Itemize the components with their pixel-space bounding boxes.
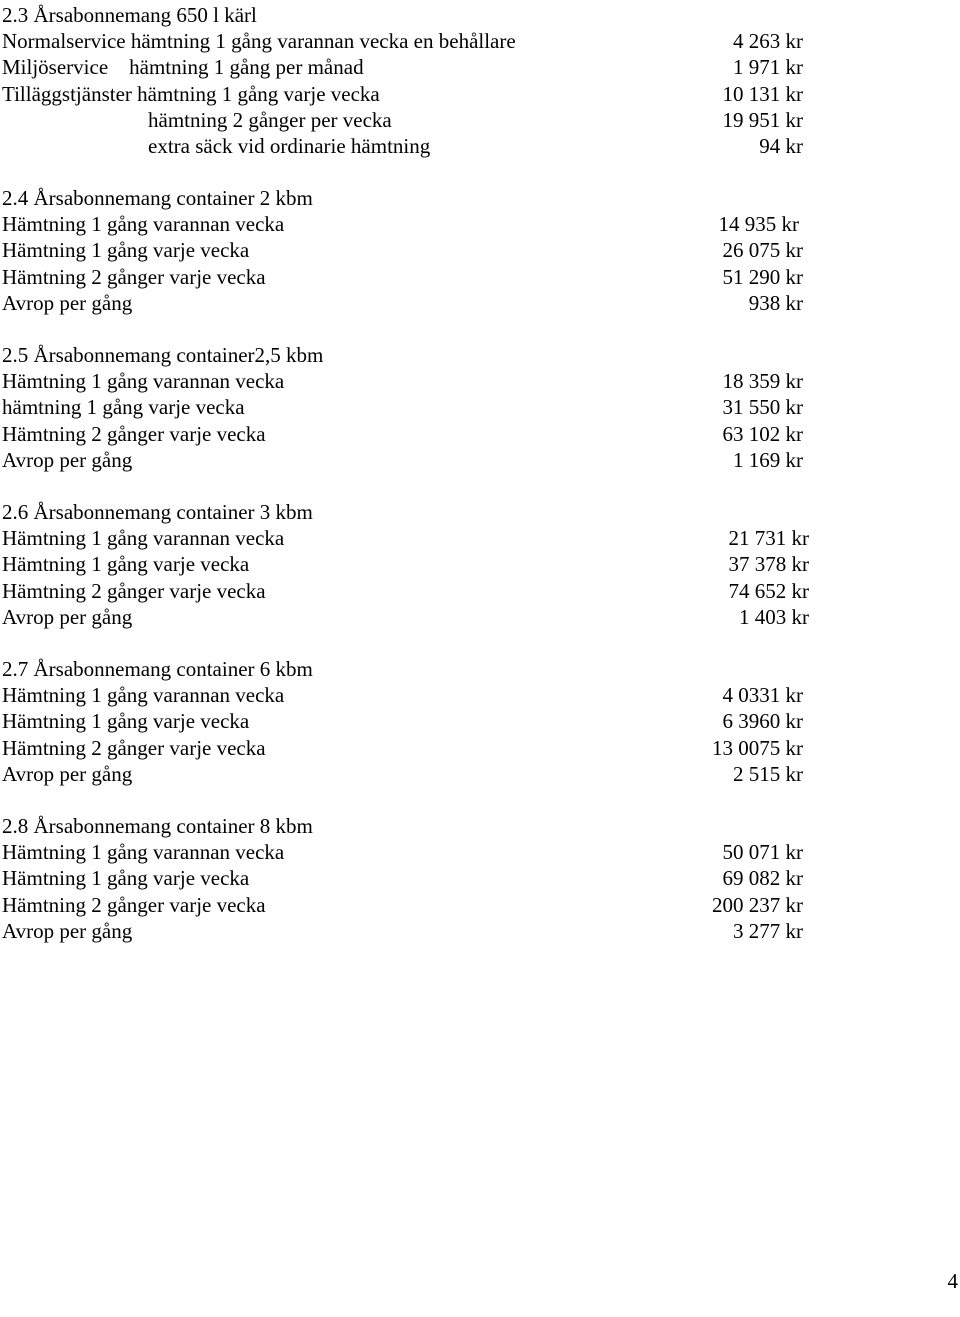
price-row — [0, 865, 960, 891]
price-amount: 6 3960 kr — [722, 709, 803, 734]
service-label: Avrop per gång — [2, 761, 133, 786]
service-label: Hämtning 2 gånger varje vecka — [2, 264, 266, 289]
service-label: Hämtning 1 gång varannan vecka — [2, 840, 285, 865]
price-amount: 74 652 kr — [728, 578, 809, 603]
price-amount: 938 kr — [748, 290, 803, 315]
section-heading-row — [0, 656, 960, 682]
price-row — [0, 264, 960, 290]
price-amount: 2 515 kr — [733, 761, 803, 786]
service-label: extra säck vid ordinarie hämtning — [148, 133, 431, 158]
price-amount: 19 951 kr — [722, 107, 803, 132]
section-heading-row — [0, 185, 960, 211]
price-row — [0, 81, 960, 107]
section-2-8 — [0, 813, 960, 944]
price-amount: 200 237 kr — [712, 892, 803, 917]
price-amount: 4 0331 kr — [722, 683, 803, 708]
price-amount: 3 277 kr — [733, 918, 803, 943]
price-amount: 18 359 kr — [722, 369, 803, 394]
price-row — [0, 682, 960, 708]
section-heading: 2.4 Årsabonnemang container 2 kbm — [2, 186, 313, 210]
price-row — [0, 918, 960, 944]
section-heading-row — [0, 2, 960, 28]
service-label: Hämtning 1 gång varje vecka — [2, 866, 250, 891]
price-row — [0, 133, 960, 159]
price-amount: 10 131 kr — [722, 81, 803, 106]
section-heading: 2.5 Årsabonnemang container2,5 kbm — [2, 343, 324, 367]
section-heading-row — [0, 813, 960, 839]
price-row — [0, 368, 960, 394]
section-2-6 — [0, 499, 960, 630]
service-label: Hämtning 1 gång varje vecka — [2, 709, 250, 734]
price-amount: 26 075 kr — [722, 238, 803, 263]
section-2-5 — [0, 342, 960, 473]
service-label: Hämtning 1 gång varje vecka — [2, 552, 250, 577]
price-amount: 1 403 kr — [739, 604, 809, 629]
service-label: hämtning 1 gång varje vecka — [2, 395, 245, 420]
price-row — [0, 211, 960, 237]
price-amount: 13 0075 kr — [712, 735, 803, 760]
service-label: Avrop per gång — [2, 447, 133, 472]
price-row — [0, 578, 960, 604]
service-label: Normalservice hämtning 1 gång varannan vecka en behållare — [2, 29, 516, 54]
price-amount: 50 071 kr — [722, 840, 803, 865]
service-label: Miljöservice hämtning 1 gång per månad — [2, 55, 364, 80]
price-amount: 4 263 kr — [733, 29, 803, 54]
price-row — [0, 551, 960, 577]
price-row — [0, 447, 960, 473]
service-label: Hämtning 1 gång varannan vecka — [2, 526, 285, 551]
service-label: Hämtning 1 gång varje vecka — [2, 238, 250, 263]
price-amount: 21 731 kr — [728, 526, 809, 551]
service-label: Avrop per gång — [2, 918, 133, 943]
price-row — [0, 761, 960, 787]
price-row — [0, 421, 960, 447]
price-amount: 1 169 kr — [733, 447, 803, 472]
price-row — [0, 892, 960, 918]
service-label: Hämtning 2 gånger varje vecka — [2, 892, 266, 917]
section-heading: 2.8 Årsabonnemang container 8 kbm — [2, 814, 313, 838]
price-amount: 37 378 kr — [728, 552, 809, 577]
section-2-7 — [0, 656, 960, 787]
price-row — [0, 237, 960, 263]
section-heading: 2.6 Årsabonnemang container 3 kbm — [2, 500, 313, 524]
page-number: 4 — [947, 1269, 958, 1293]
price-amount: 63 102 kr — [722, 421, 803, 446]
price-row — [0, 604, 960, 630]
price-row — [0, 290, 960, 316]
service-label: Hämtning 2 gånger varje vecka — [2, 421, 266, 446]
price-row — [0, 28, 960, 54]
service-label: Hämtning 1 gång varannan vecka — [2, 212, 285, 237]
service-label: Avrop per gång — [2, 290, 133, 315]
price-row — [0, 107, 960, 133]
price-amount: 51 290 kr — [722, 264, 803, 289]
service-label: Hämtning 1 gång varannan vecka — [2, 683, 285, 708]
section-heading: 2.3 Årsabonnemang 650 l kärl — [2, 3, 257, 27]
price-amount: 31 550 kr — [722, 395, 803, 420]
section-heading-row — [0, 342, 960, 368]
service-label: Hämtning 2 gånger varje vecka — [2, 578, 266, 603]
service-label: Tilläggstjänster hämtning 1 gång varje vecka — [2, 81, 380, 106]
price-row — [0, 735, 960, 761]
section-heading: 2.7 Årsabonnemang container 6 kbm — [2, 657, 313, 681]
section-2-4 — [0, 185, 960, 316]
price-row — [0, 394, 960, 420]
price-row — [0, 54, 960, 80]
price-amount: 14 935 kr — [718, 212, 799, 237]
service-label: Avrop per gång — [2, 604, 133, 629]
price-amount: 69 082 kr — [722, 866, 803, 891]
service-label: Hämtning 2 gånger varje vecka — [2, 735, 266, 760]
section-heading-row — [0, 499, 960, 525]
price-row — [0, 708, 960, 734]
service-label: Hämtning 1 gång varannan vecka — [2, 369, 285, 394]
price-amount: 1 971 kr — [733, 55, 803, 80]
price-amount: 94 kr — [759, 133, 803, 158]
price-row — [0, 839, 960, 865]
service-label: hämtning 2 gånger per vecka — [148, 107, 392, 132]
section-2-3 — [0, 2, 960, 159]
price-row — [0, 525, 960, 551]
